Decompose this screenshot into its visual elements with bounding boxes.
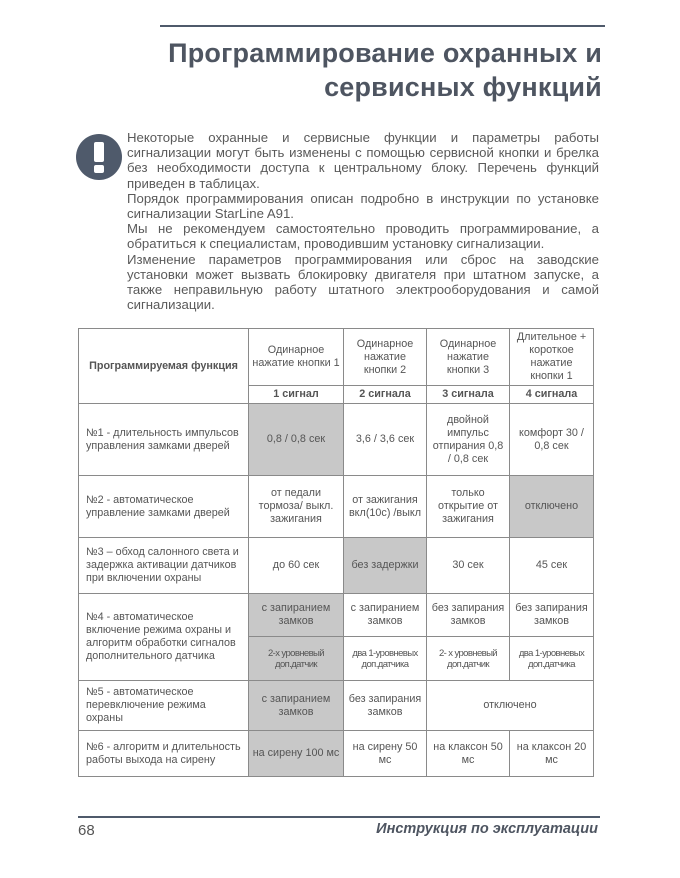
header-button-2: Одинарное нажатие кнопки 2 (344, 329, 427, 386)
table-cell: без запирания замков (344, 681, 427, 731)
table-cell: отключено (427, 681, 594, 731)
table-row (79, 404, 594, 476)
table-cell: с запиранием замков (249, 594, 344, 637)
intro-paragraph: Изменение параметров программирования или сброс на заводские установки может вызвать блокировку двигателя при штатном запуске, а также неправильную работу штатного электрооборудования и самой сигнализации. (127, 251, 599, 313)
row-function: №6 - алгоритм и длительность работы выхода на сирену (79, 731, 249, 777)
table-cell: на сирену 50 мс (344, 731, 427, 777)
table-cell: два 1-уровневых доп.датчика (344, 637, 427, 681)
table-cell: на клаксон 20 мс (510, 731, 594, 777)
table-cell: 45 сек (510, 538, 594, 594)
page-title (142, 36, 602, 104)
header-signal-3: 3 сигнала (427, 386, 510, 404)
row-function: №2 - автоматическое управление замками дверей (79, 476, 249, 538)
header-button-1: Одинарное нажатие кнопки 1 (249, 329, 344, 386)
row-function: №5 - автоматическое перевключение режима охраны (79, 681, 249, 731)
table-cell: без запирания замков (510, 594, 594, 637)
row-function: №1 - длительность импульсов управления замками дверей (79, 404, 249, 476)
intro-paragraph: Некоторые охранные и сервисные функции и параметры работы сигнализации могут быть изменены с помощью сервисной кнопки и брелка без необходимости доступа к центральному блоку. Перечень функций приведен в таблицах. (127, 130, 599, 191)
table-cell: 0,8 / 0,8 сек (249, 404, 344, 476)
table-cell: два 1-уровневых доп.датчика (510, 637, 594, 681)
table-row (79, 681, 594, 731)
page-title-line-1: Программирование охранных и (168, 38, 602, 68)
table-cell: 2-х уровневый доп.датчик (249, 637, 344, 681)
table-row (79, 538, 594, 594)
table-cell: без запирания замков (427, 594, 510, 637)
table-cell: двойной импульс отпирания 0,8 / 0,8 сек (427, 404, 510, 476)
programming-table (78, 328, 594, 777)
intro-paragraph: Мы не рекомендуем самостоятельно проводить программирование, а обратиться к специалистам, проводившим установку сигнализации. (127, 221, 599, 252)
table-cell: комфорт 30 / 0,8 сек (510, 404, 594, 476)
row-function: №3 – обход салонного света и задержка активации датчиков при включении охраны (79, 538, 249, 594)
table-cell: 3,6 / 3,6 сек (344, 404, 427, 476)
exclamation-icon (76, 134, 122, 180)
intro-text (127, 130, 599, 312)
table-cell: от зажигания вкл(10с) /выкл (344, 476, 427, 538)
table-cell: без задержки (344, 538, 427, 594)
table-cell: на клаксон 50 мс (427, 731, 510, 777)
page-number: 68 (78, 822, 95, 839)
table-cell: 30 сек (427, 538, 510, 594)
header-signal-4: 4 сигнала (510, 386, 594, 404)
header-signal-2: 2 сигнала (344, 386, 427, 404)
table-header-row (79, 329, 594, 386)
row-function: №4 - автоматическое включение режима охраны и алгоритм обработки сигналов дополнительного датчика (79, 594, 249, 681)
table-cell: от педали тормоза/ выкл. зажигания (249, 476, 344, 538)
page-title-line-2: сервисных функций (324, 72, 602, 102)
title-rule (160, 25, 605, 27)
table-cell: с запиранием замков (344, 594, 427, 637)
table-cell: с запиранием замков (249, 681, 344, 731)
header-button-3: Одинарное нажатие кнопки 3 (427, 329, 510, 386)
header-signal-1: 1 сигнал (249, 386, 344, 404)
table-cell: до 60 сек (249, 538, 344, 594)
table-cell: отключено (510, 476, 594, 538)
table-cell: на сирену 100 мс (249, 731, 344, 777)
table-row (79, 731, 594, 777)
table-row (79, 476, 594, 538)
table-row (79, 594, 594, 637)
header-button-4: Длительное + короткое нажатие кнопки 1 (510, 329, 594, 386)
footer-rule (78, 816, 600, 818)
intro-paragraph: Порядок программирования описан подробно в инструкции по установке сигнализации StarLine A91. (127, 190, 599, 222)
table-cell: только открытие от зажигания (427, 476, 510, 538)
header-function: Программируемая функция (79, 329, 249, 404)
footer-title: Инструкция по эксплуатации (376, 821, 598, 837)
table-cell: 2- х уровневый доп.датчик (427, 637, 510, 681)
